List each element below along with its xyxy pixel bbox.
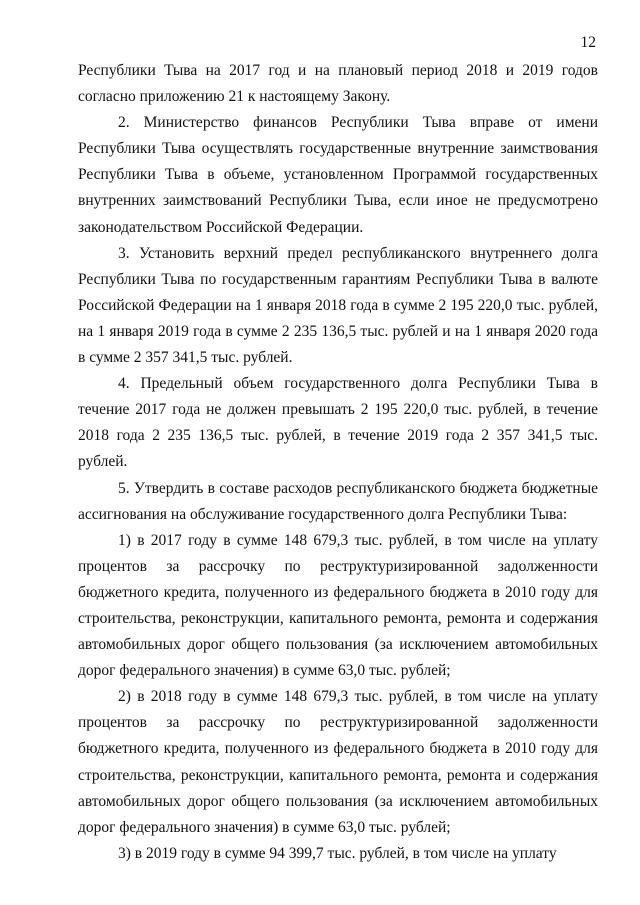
list-item-2: 2) в 2018 году в сумме 148 679,3 тыс. рублей, в том числе на уплату процентов за рассрочку по реструктуризированной задолженности бюджетного кредита, полученного из федерального бюджета в 2010 году для строительства, реконструкции, капитального ремонта, ремонта и содержания автомобильных дорог общего пользования (за исключением автомобильных дорог федерального значения) в сумме 63,0 тыс. рублей; (78, 688, 598, 836)
list-item-1: 1) в 2017 году в сумме 148 679,3 тыс. рублей, в том числе на уплату процентов за рассрочку по реструктуризированной задолженности бюджетного кредита, полученного из федерального бюджета в 2010 году для строительства, реконструкции, капитального ремонта, ремонта и содержания автомобильных дорог общего пользования (за исключением автомобильных дорог федерального значения) в сумме 63,0 тыс. рублей; (78, 531, 598, 680)
paragraph-3: 3. Установить верхний предел республиканского внутреннего долга Республики Тыва по государственным гарантиям Республики Тыва в валюте Российской Федерации на 1 января 2018 года в сумме 2 195 220,0 тыс. рублей, на 1 января 2019 года в сумме 2 235 136,5 тыс. рублей и на 1 января 2020 года в сумме 2 357 341,5 тыс. рублей. (78, 244, 598, 367)
paragraph-2: 2. Министерство финансов Республики Тыва вправе от имени Республики Тыва осуществлять государственные внутренние заимствования Республики Тыва в объеме, установленном Программой государственных внутренних заимствований Республики Тыва, если иное не предусмотрено законодательством Российской Федерации. (78, 114, 598, 236)
document-body (78, 58, 598, 867)
paragraph-4: 4. Предельный объем государственного долга Республики Тыва в течение 2017 года не должен превышать 2 195 220,0 тыс. рублей, в течение 2018 года 2 235 136,5 тыс. рублей, в течение 2019 года 2 357 341,5 тыс. рублей. (78, 375, 598, 471)
paragraph-continuation: Республики Тыва на 2017 год и на плановый период 2018 и 2019 годов согласно приложению 21 к настоящему Закону. (78, 62, 598, 106)
page-number: 12 (580, 34, 596, 51)
list-item-3: 3) в 2019 году в сумме 94 399,7 тыс. рублей, в том числе на уплату (118, 844, 557, 862)
paragraph-5: 5. Утвердить в составе расходов республиканского бюджета бюджетные ассигнования на обслуживание государственного долга Республики Тыва: (78, 479, 598, 523)
